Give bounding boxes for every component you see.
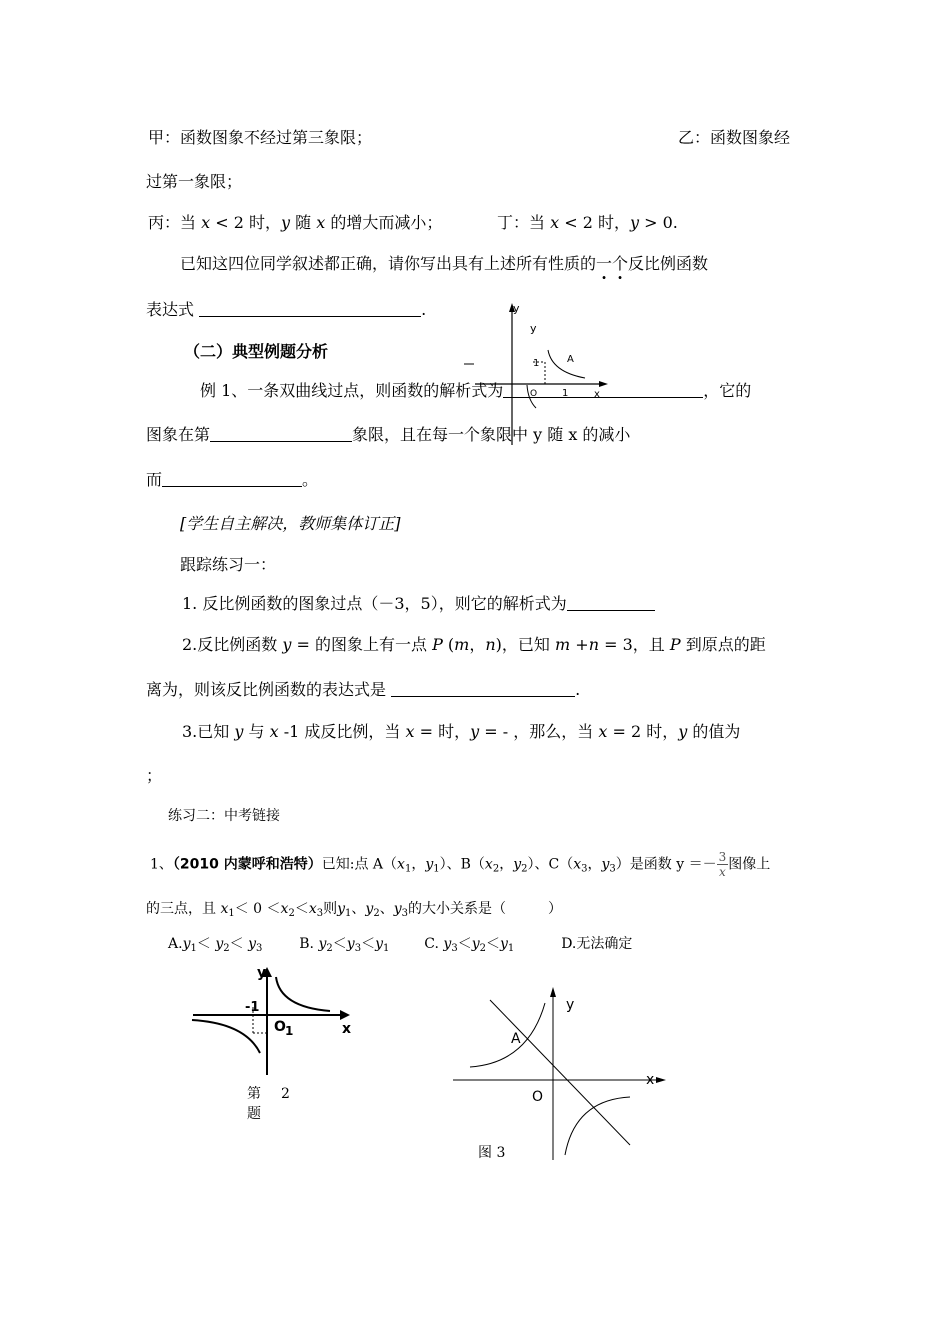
fraction: $\frac{3}{x}$ bbox=[718, 850, 727, 879]
figure-3-graph bbox=[450, 985, 670, 1165]
answer-blank[interactable] bbox=[199, 300, 421, 317]
y-label: y bbox=[513, 302, 520, 315]
expression-line: 表达式 . bbox=[146, 300, 427, 319]
question-3-end: ； bbox=[146, 766, 163, 785]
ex1-blank2[interactable] bbox=[210, 425, 352, 442]
example1-line2: 图象在第 象限，且在每一个象限中 y 随 x 的减小 bbox=[146, 425, 631, 444]
teacher-note: [学生自主解决，教师集体订正] bbox=[180, 514, 401, 533]
statement-yi: 乙：函数图象经 bbox=[678, 128, 791, 147]
question-1: 1. 反比例函数的图象过点（－3，5），则它的解析式为 bbox=[182, 594, 655, 614]
practice2-q1-cont: 的三点，且 $x_1< 0 <x_2<x_3$则$y_1$、$y_2$、$y_3$的大小关系是（ ） bbox=[146, 901, 562, 919]
fig3-y-label: y bbox=[566, 997, 575, 1013]
tick-y: 1 bbox=[533, 358, 540, 369]
ex1-blank3[interactable] bbox=[162, 470, 302, 487]
section-heading: （二）典型例题分析 bbox=[184, 342, 329, 361]
known-sentence: 已知这四位同学叙述都正确，请你写出具有上述所有性质的一个反比例函数 bbox=[180, 254, 709, 273]
figure-2-caption-b: 题 bbox=[247, 1106, 261, 1122]
tracking-heading: 跟踪练习一： bbox=[180, 555, 277, 574]
fig2-tick2: 1 bbox=[285, 1024, 294, 1038]
question-2-cont: 离为，则该反比例函数的表达式是 . bbox=[146, 680, 581, 699]
statement-jia: 甲：函数图象不经过第三象限； bbox=[148, 128, 373, 147]
x-label: x bbox=[594, 389, 600, 400]
option-d[interactable]: D.无法确定 bbox=[561, 936, 633, 952]
statement-ding: 丁：当 x < 2 时，y > 0. bbox=[497, 213, 678, 232]
example1-line1: 例 1、一条双曲线过点，则函数的解析式为 ，它的 bbox=[200, 381, 752, 400]
options bbox=[168, 934, 632, 959]
statement-bing: 丙：当 x < 2 时，y 随 x 的增大而减小； bbox=[148, 213, 443, 232]
fig2-origin: O bbox=[274, 1019, 286, 1035]
fig3-point-A: A bbox=[511, 1031, 521, 1047]
figure-2-graph bbox=[190, 965, 360, 1080]
fig3-x-label: x bbox=[646, 1072, 655, 1088]
y-label-2: y bbox=[530, 322, 537, 335]
option-c[interactable]: C. $y_3<y_2<y_1$ bbox=[424, 936, 515, 954]
question-3: 3.已知 y 与 x -1 成反比例，当 x = 时，y = - ，那么，当 x = 2 时，y 的值为 bbox=[182, 722, 741, 741]
fig2-y-label: y bbox=[257, 965, 267, 981]
option-b[interactable]: B. $y_2<y_3<y_1$ bbox=[299, 936, 390, 954]
statement-yi-cont: 过第一象限； bbox=[146, 172, 243, 191]
origin: O bbox=[530, 389, 538, 399]
question-2: 2.反比例函数 y = 的图象上有一点 P (m，n)，已知 m +n = 3，且 P 到原点的距 bbox=[182, 635, 766, 654]
figure-2-caption: 第 2 bbox=[247, 1086, 290, 1102]
figure-3-caption: 图 3 bbox=[478, 1145, 506, 1161]
q2-blank[interactable] bbox=[391, 680, 575, 697]
fig3-origin: O bbox=[532, 1089, 544, 1105]
practice2-q1: 1、（2010 内蒙呼和浩特）已知:点 $A(x_1$，$y_1$）、$B(x_2$，$y_2$）、$C(x_3$，$y_3$）是函数 y ＝－ $\frac{3}{x}$ 图像上 bbox=[150, 850, 771, 879]
option-a[interactable]: $A.y_1< y_2< y_3$ bbox=[168, 936, 263, 954]
practice2-heading: 练习二：中考链接 bbox=[168, 808, 280, 824]
q1-blank[interactable] bbox=[567, 594, 655, 611]
fig2-tick: -1 bbox=[245, 1000, 260, 1015]
point-A: A bbox=[567, 354, 574, 365]
tick-x: 1 bbox=[562, 388, 569, 399]
ex1-blank1[interactable] bbox=[503, 381, 703, 398]
example1-line3: 而 。 bbox=[146, 470, 319, 489]
fig2-x-label: x bbox=[342, 1021, 352, 1037]
